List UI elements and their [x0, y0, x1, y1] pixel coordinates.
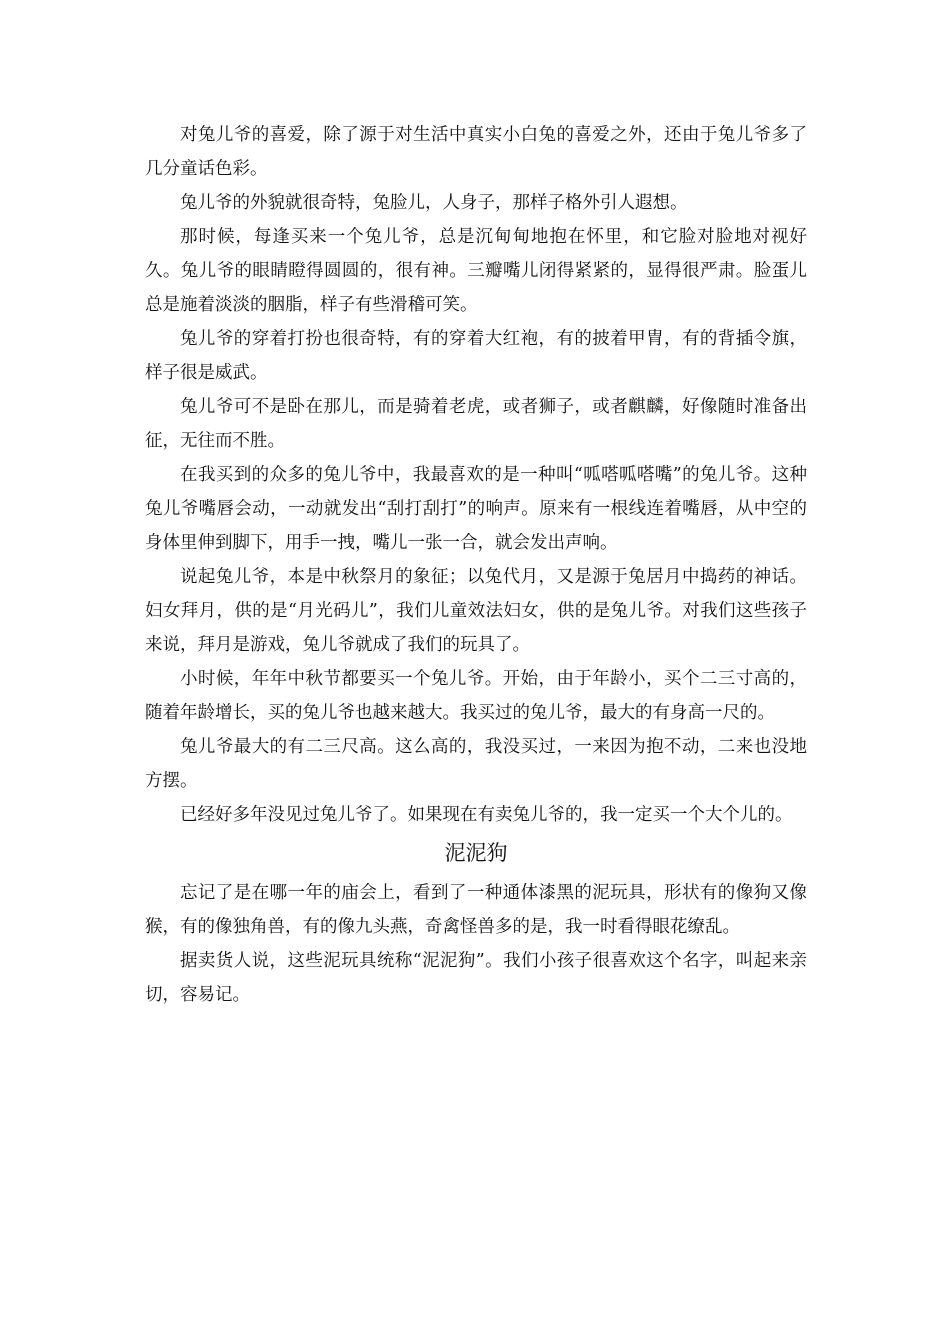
paragraph: 对兔儿爷的喜爱，除了源于对生活中真实小白兔的喜爱之外，还由于兔儿爷多了几分童话色彩。	[145, 125, 807, 179]
paragraph: 在我买到的众多的兔儿爷中，我最喜欢的是一种叫“呱嗒呱嗒嘴”的兔儿爷。这种兔儿爷嘴唇会动，一动就发出“刮打刮打”的响声。原来有一根线连着嘴唇，从中空的身体里伸到脚下，用手一拽，嘴儿一张一合，就会发出声响。	[145, 465, 807, 553]
paragraph: 兔儿爷可不是卧在那儿，而是骑着老虎，或者狮子，或者麒麟，好像随时准备出征，无往而不胜。	[145, 397, 807, 451]
paragraph: 据卖货人说，这些泥玩具统称“泥泥狗”。我们小孩子很喜欢这个名字，叫起来亲切，容易记。	[145, 951, 807, 1005]
document-body	[145, 118, 807, 1012]
paragraph: 兔儿爷最大的有二三尺高。这么高的，我没买过，一来因为抱不动，二来也没地方摆。	[145, 737, 807, 791]
paragraph: 已经好多年没见过兔儿爷了。如果现在有卖兔儿爷的，我一定买一个大个儿的。	[180, 805, 793, 825]
paragraph: 兔儿爷的穿着打扮也很奇特，有的穿着大红袍，有的披着甲胄，有的背插令旗，样子很是威武。	[145, 329, 807, 383]
paragraph: 说起兔儿爷，本是中秋祭月的象征；以兔代月，又是源于兔居月中捣药的神话。妇女拜月，供的是“月光码儿”，我们儿童效法妇女，供的是兔儿爷。对我们这些孩子来说，拜月是游戏，兔儿爷就成了我们的玩具了。	[145, 567, 807, 655]
paragraph: 小时候，年年中秋节都要买一个兔儿爷。开始，由于年龄小，买个二三寸高的，随着年龄增长，买的兔儿爷也越来越大。我买过的兔儿爷，最大的有身高一尺的。	[145, 669, 807, 723]
paragraph: 那时候，每逢买来一个兔儿爷，总是沉甸甸地抱在怀里，和它脸对脸地对视好久。兔儿爷的眼睛瞪得圆圆的，很有神。三瓣嘴儿闭得紧紧的，显得很严肃。脸蛋儿总是施着淡淡的胭脂，样子有些滑稽可笑。	[145, 227, 807, 315]
section-title: 泥泥狗	[444, 841, 508, 865]
paragraph: 忘记了是在哪一年的庙会上，看到了一种通体漆黑的泥玩具，形状有的像狗又像猴，有的像独角兽，有的像九头燕，奇禽怪兽多的是，我一时看得眼花缭乱。	[145, 883, 807, 937]
paragraph: 兔儿爷的外貌就很奇特，兔脸儿，人身子，那样子格外引人遐想。	[180, 193, 688, 213]
